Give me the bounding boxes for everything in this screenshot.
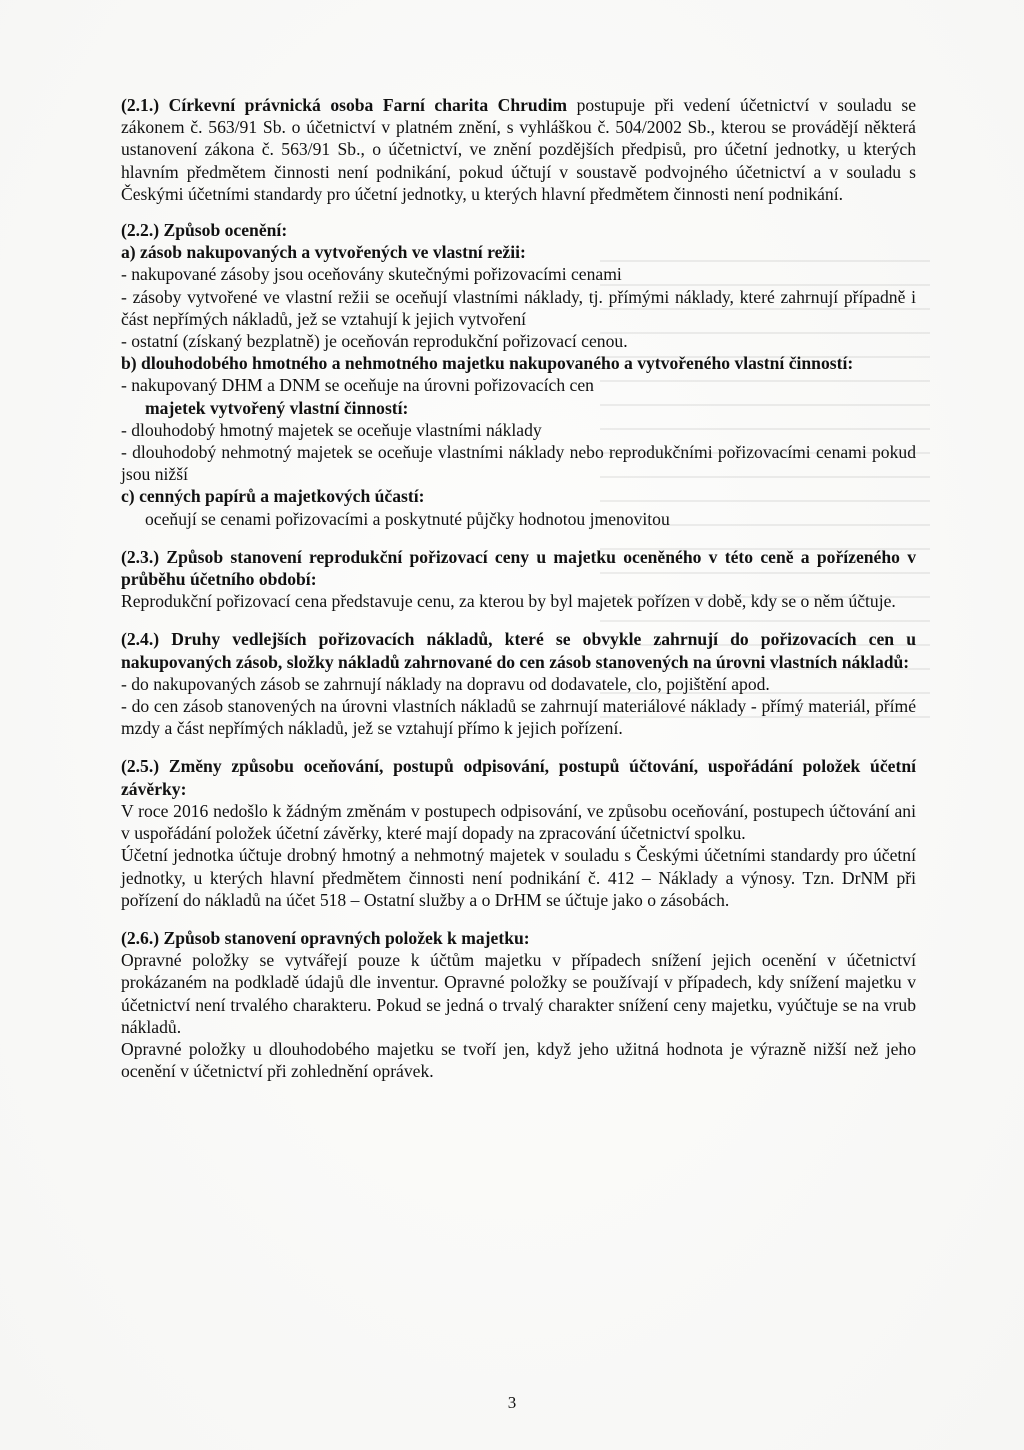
section-2-3-heading: (2.3.) Způsob stanovení reprodukční pořizovací ceny u majetku oceněného v této ceně a pořízeného v průběhu účetního období: [121,546,916,590]
section-2-1-text: postupuje při vedení účetnictví v souladu se zákonem č. 563/91 Sb. o účetnictví v platném znění, s vyhláškou č. 504/2002 Sb., kterou se provádějí některá ustanovení zákona č. 563/91 Sb., o účetnictví, ve znění pozdějších předpisů, pro účetní jednotky, u kterých hlavním předmětem činnosti není podnikání, pokud účtují v soustavě podvojného účetnictví a v souladu s Českými účetními standardy pro účetní jednotky, u kterých hlavní předmětem činnosti není podnikání. [121,95,917,204]
section-2-1-heading: (2.1.) Církevní právnická osoba Farní charita Chrudim [121,95,568,115]
section-2-4-heading: (2.4.) Druhy vedlejších pořizovacích nákladů, které se obvykle zahrnují do pořizovacích cen u nakupovaných zásob, složky nákladů zahrnované do cen zásob stanovených na úrovni vlastních nákladů: [121,629,916,672]
section-2-2-b-line: - dlouhodobý hmotný majetek se oceňuje vlastními náklady [121,419,542,440]
section-2-2-c-line: oceňují se cenami pořizovacími a poskytnuté půjčky hodnotou jmenovitou [145,508,670,529]
section-2-5-paragraph: V roce 2016 nedošlo k žádným změnám v postupech odpisování, ve způsobu oceňování, postupech účtování ani v uspořádání položek účetní závěrky, které mají dopady na zpracování účetnictví spolku. [121,800,916,844]
section-2-2-a-line: - zásoby vytvořené ve vlastní režii se oceňují vlastními náklady, tj. přímými náklady, které zahrnují případně i část nepřímých nákladů, jež se vztahují k jejich vytvoření [121,286,916,329]
section-2-2-c-heading: c) cenných papírů a majetkových účastí: [121,486,425,507]
section-2-6-paragraph: Opravné položky u dlouhodobého majetku se tvoří jen, když jeho užitná hodnota je výrazně nižší než jeho ocenění v účetnictví při zohlednění oprávek. [121,1038,916,1082]
document-body [121,94,916,1082]
page-number: 3 [507,1393,517,1412]
section-2-3-text: Reprodukční pořizovací cena představuje cenu, za kterou by byl majetek pořízen v době, kdy se o něm účtuje. [121,591,896,612]
section-2-1 [121,94,916,205]
section-2-2-b-line: - dlouhodobý nehmotný majetek se oceňuje vlastními náklady nebo reprodukčními pořizovacími cenami pokud jsou nižší [121,442,916,485]
section-2-2-a-heading: a) zásob nakupovaných a vytvořených ve vlastní režii: [121,242,526,263]
section-2-6-heading: (2.6.) Způsob stanovení opravných položek k majetku: [121,927,530,948]
section-2-2-b-line: - nakupovaný DHM a DNM se oceňuje na úrovni pořizovacích cen [121,375,594,396]
section-2-4-line: - do cen zásob stanovených na úrovni vlastních nákladů se zahrnují materiálové náklady - přímý materiál, přímé mzdy a část nepřímých nákladů, jež se vztahují přímo k jejich pořízení. [121,696,916,739]
section-2-5-heading: (2.5.) Změny způsobu oceňování, postupů odpisování, postupů účtování, uspořádání položek účetní závěrky: [121,756,916,799]
section-2-2-b-heading: b) dlouhodobého hmotného a nehmotného majetku nakupovaného a vytvořeného vlastní činností: [121,353,854,374]
section-2-2-a-line: - ostatní (získaný bezplatně) je oceňován reprodukční pořizovací cenou. [121,331,628,352]
section-2-2-a-line: - nakupované zásoby jsou oceňovány skutečnými pořizovacími cenami [121,264,622,285]
section-2-4-line: - do nakupovaných zásob se zahrnují náklady na dopravu od dodavatele, clo, pojištění apod. [121,673,770,694]
section-2-6-paragraph: Opravné položky se vytvářejí pouze k účtům majetku v případech snížení jejich ocenění v účetnictví prokázaném na podkladě údajů dle inventur. Opravné položky se používají v případech, kdy snížení majetku v účetnictví není trvalého charakteru. Pokud se jedná o trvalý charakter snížení ceny majetku, vyúčtuje se na vrub nákladů. [121,950,916,1037]
section-2-2-b-subheading: majetek vytvořený vlastní činností: [145,397,409,418]
section-2-5-paragraph: Účetní jednotka účtuje drobný hmotný a nehmotný majetek v souladu s Českými účetními standardy pro účetní jednotky, u kterých hlavní předmětem činnosti není podnikání č. 412 – Náklady a výnosy. Tzn. DrNM při pořízení do nákladů na účet 518 – Ostatní služby a o DrHM se účtuje jako o zásobách. [121,845,916,910]
section-2-2-heading: (2.2.) Způsob ocenění: [121,220,288,241]
